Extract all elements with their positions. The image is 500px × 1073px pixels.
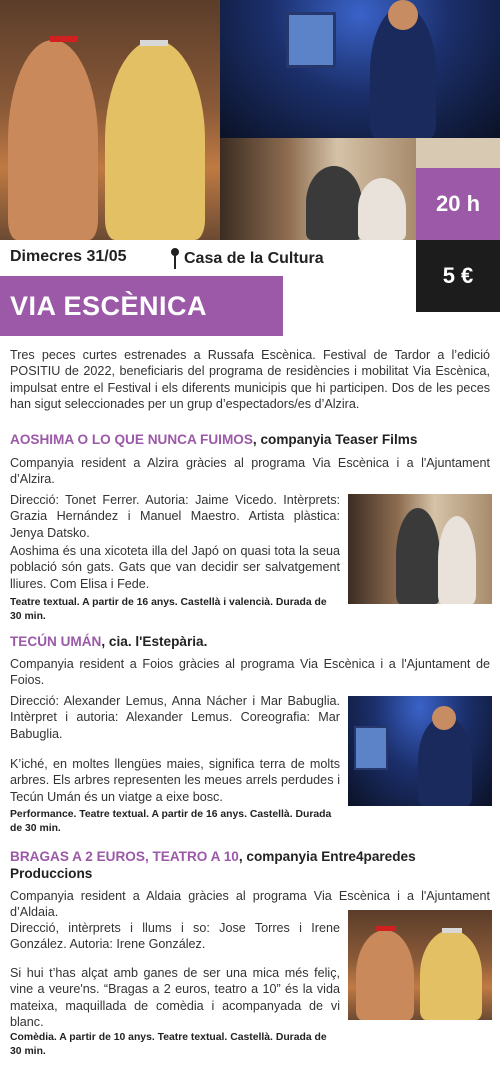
photo-aoshima-actors [220, 138, 416, 240]
time-badge: 20 h [416, 168, 500, 240]
piece-description: K’iché, en moltes llengües maies, significa terra de molts arbres. Els arbres representen les meues arrels perdudes i Tecún Umán és un viatge a eixe bosc. [10, 757, 340, 804]
piece-company: , companyia Entre4paredes Produccions [10, 849, 416, 881]
piece-title: TECÚN UMÁN [10, 634, 102, 649]
photo-tecun-uman-performer [220, 0, 500, 138]
price-badge: 5 € [416, 240, 500, 312]
piece-residence: Companyia resident a Alzira gràcies al programa Via Escènica i a l'Ajuntament d’Alzira. [10, 456, 490, 487]
piece-note: Teatre textual. A partir de 16 anys. Castellà i valencià. Durada de 30 min. [10, 597, 327, 622]
piece-heading-tecun-uman [10, 633, 490, 650]
piece-note: Comèdia. A partir de 10 anys. Teatre textual. Castellà. Durada de 30 min. [10, 1032, 327, 1057]
event-title: VIA ESCÈNICA [0, 276, 283, 336]
piece-residence: Companyia resident a Foios gràcies al programa Via Escènica i a l'Ajuntament de Foios. [10, 657, 490, 688]
piece-company: , cia. l'Estepària. [101, 634, 208, 649]
piece-title: BRAGAS A 2 EUROS, TEATRO A 10 [10, 849, 239, 864]
event-venue [170, 248, 324, 270]
photo-aoshima-thumbnail [348, 494, 492, 604]
intro-text: Tres peces curtes estrenades a Russafa Escènica. Festival de Tardor a l’edició POSITIU de 2022, beneficiaris del programa de residències i mobilitat Via Escènica, impulsat entre el Festival i els diferents municipis que hi participen. Dos de les peces han sigut seleccionades per un grup d’espectadors/es d’Alzira. [10, 348, 490, 411]
piece-credits: Direcció: Tonet Ferrer. Autoria: Jaime Vicedo. Intèrprets: Grazia Hernández i Manuel Maestro. Artista plàstica: Jenya Datsko. [10, 493, 340, 540]
photo-bragas-actors [0, 0, 220, 240]
piece-company: , companyia Teaser Films [252, 432, 418, 447]
piece-description: Aoshima és una xicoteta illa del Japó on quasi tota la seua població són gats. Gats que van decidir ser salvatgement lliures. Com Elisa i Fede. [10, 544, 340, 591]
photo-bragas-thumbnail [348, 910, 492, 1020]
photo-tecun-uman-thumbnail [348, 696, 492, 806]
piece-note: Performance. Teatre textual. A partir de 16 anys. Castellà. Durada de 30 min. [10, 809, 332, 834]
piece-title: AOSHIMA O LO QUE NUNCA FUIMOS [10, 432, 253, 447]
photo-aoshima-background [416, 138, 500, 168]
piece-credits: Direcció, intèrprets i llums i so: Jose Torres i Irene González. Autoria: Irene González. [10, 921, 340, 952]
piece-heading-bragas [10, 848, 490, 882]
piece-residence: Companyia resident a Aldaia gràcies al programa Via Escènica i a l'Ajuntament d’Aldaia. [10, 889, 490, 920]
event-date: Dimecres 31/05 [10, 248, 127, 265]
piece-credits: Direcció: Alexander Lemus, Anna Nácher i Mar Babuglia. Intèrpret i autoria: Alexander Lemus. Coreografia: Mar Babuglia. [10, 694, 340, 741]
location-pin-icon [170, 248, 180, 270]
piece-heading-aoshima [10, 431, 490, 448]
venue-label: Casa de la Cultura [184, 250, 324, 267]
piece-description: Si hui t’has alçat amb ganes de ser una mica més feliç, vine a veure'ns. “Bragas a 2 euros, teatro a 10” és la vida mateixa, maquillada de comèdia i acompanyada de vi blanc. [10, 966, 340, 1029]
